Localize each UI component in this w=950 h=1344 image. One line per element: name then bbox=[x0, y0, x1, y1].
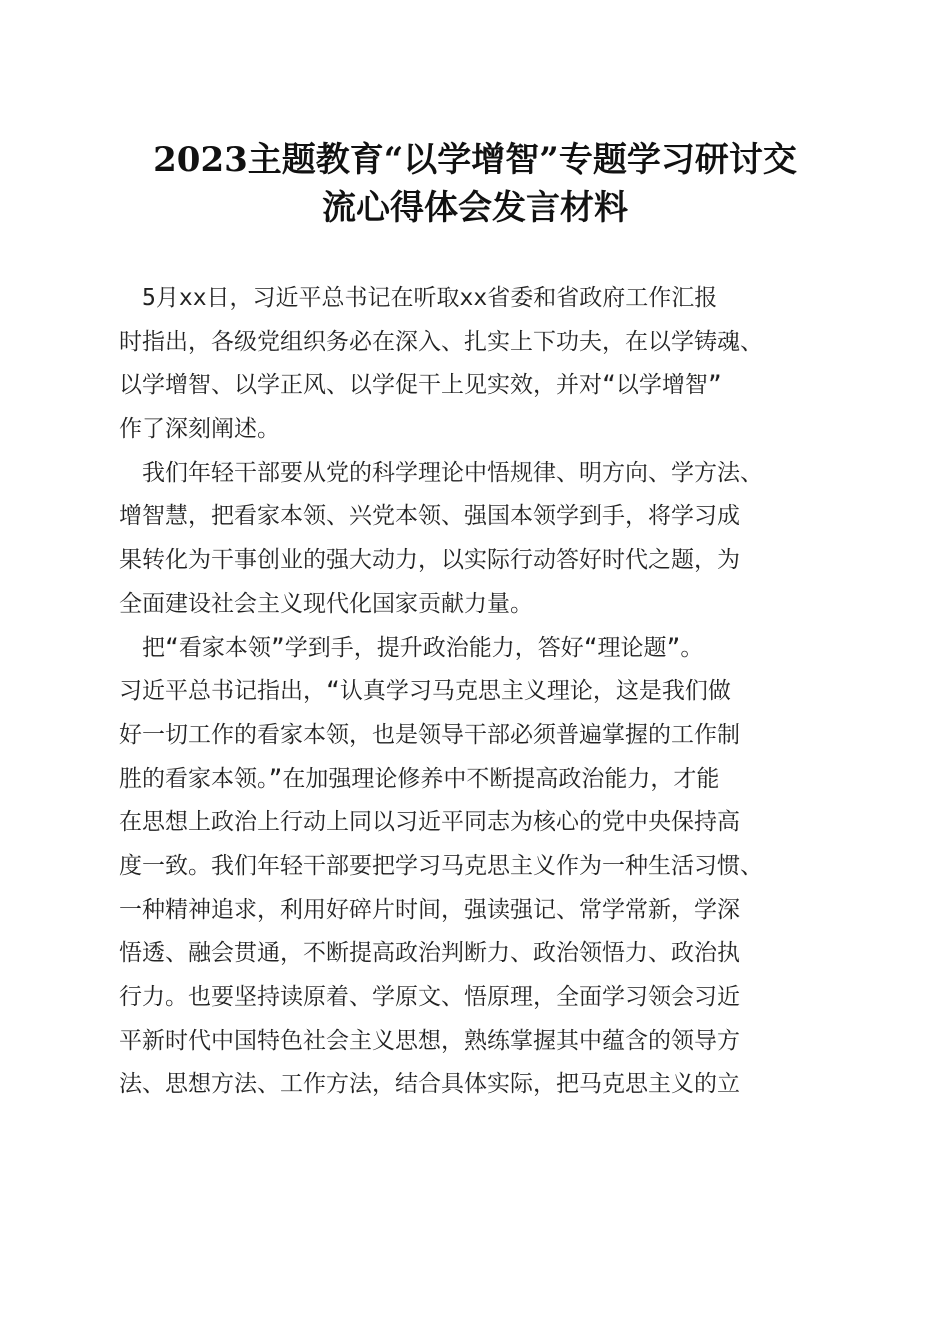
text-line: 全面建设社会主义现代化国家贡献力量。 bbox=[119, 590, 533, 617]
text-line: 以学增智、以学正风、以学促干上见实效，并对“以学增智” bbox=[119, 372, 722, 399]
paragraph-3 bbox=[119, 627, 839, 1108]
document-body bbox=[119, 277, 839, 1107]
title-line-2: 流心得体会发言材料 bbox=[322, 188, 628, 228]
text-line: 悟透、融会贯通，不断提高政治判断力、政治领悟力、政治执 bbox=[119, 940, 740, 967]
text-line: 时指出，各级党组织务必在深入、扎实上下功夫，在以学铸魂、 bbox=[119, 328, 763, 355]
text-line: 习近平总书记指出，“认真学习马克思主义理论，这是我们做 bbox=[119, 678, 731, 705]
paragraph-2 bbox=[119, 452, 839, 627]
text-line: 胜的看家本领。”在加强理论修养中不断提高政治能力，才能 bbox=[119, 765, 720, 792]
paragraph-1 bbox=[119, 277, 839, 452]
text-line: 行力。也要坚持读原着、学原文、悟原理，全面学习领会习近 bbox=[119, 984, 740, 1010]
title-line-1: 2023主题教育“以学增智”专题学习研讨交 bbox=[153, 140, 797, 180]
text-line: 作了深刻阐述。 bbox=[119, 416, 280, 443]
text-line: 好一切工作的看家本领，也是领导干部必须普遍掌握的工作制 bbox=[119, 721, 740, 748]
text-line: 5月xx日，习近平总书记在听取xx省委和省政府工作汇报 bbox=[119, 285, 718, 311]
text-line: 把“看家本领”学到手，提升政治能力，答好“理论题”。 bbox=[119, 634, 704, 661]
text-line: 在思想上政治上行动上同以习近平同志为核心的党中央保持高 bbox=[119, 809, 740, 836]
text-line: 果转化为干事创业的强大动力，以实际行动答好时代之题，为 bbox=[119, 547, 740, 574]
text-line: 我们年轻干部要从党的科学理论中悟规律、明方向、学方法、 bbox=[119, 459, 763, 486]
text-line: 法、思想方法、工作方法，结合具体实际，把马克思主义的立 bbox=[119, 1071, 740, 1098]
document-title bbox=[100, 136, 850, 232]
text-line: 增智慧，把看家本领、兴党本领、强国本领学到手，将学习成 bbox=[119, 503, 740, 530]
text-line: 平新时代中国特色社会主义思想，熟练掌握其中蕴含的领导方 bbox=[119, 1027, 740, 1054]
text-line: 度一致。我们年轻干部要把学习马克思主义作为一种生活习惯、 bbox=[119, 852, 763, 879]
text-line: 一种精神追求，利用好碎片时间，强读强记、常学常新，学深 bbox=[119, 896, 740, 923]
